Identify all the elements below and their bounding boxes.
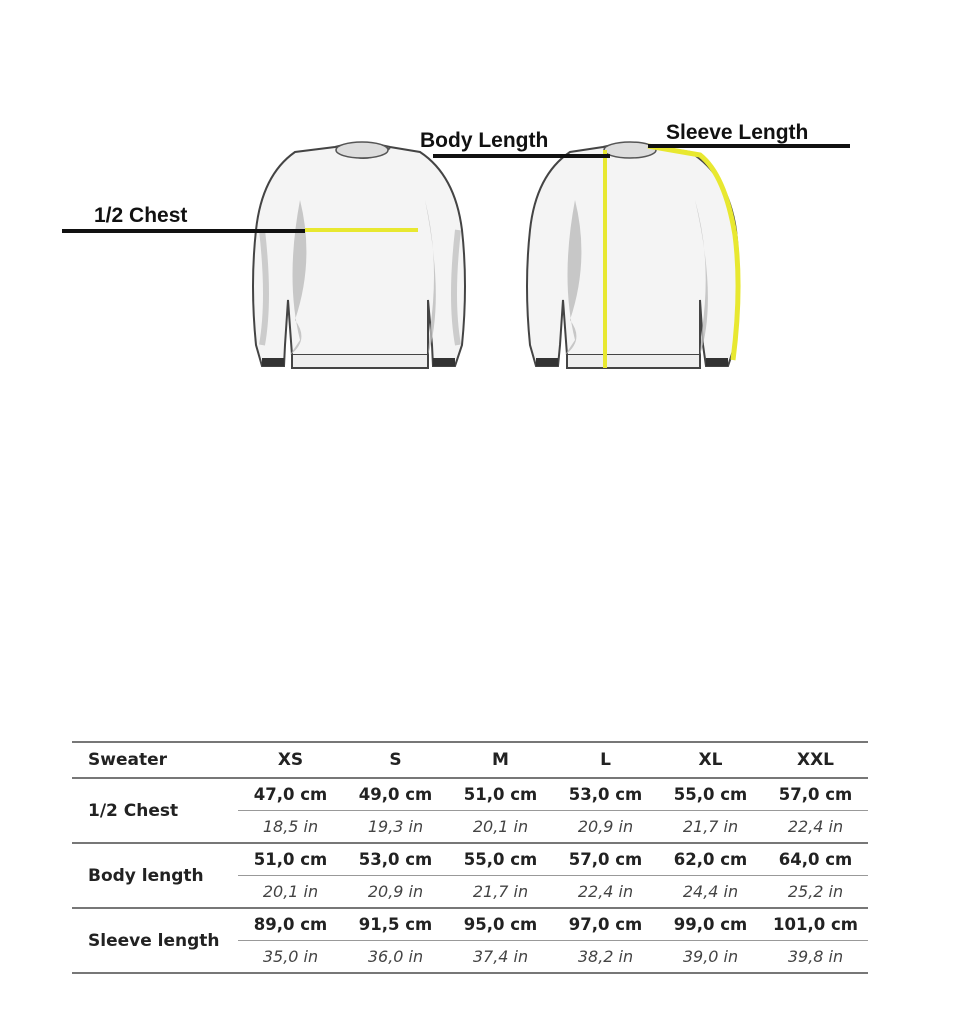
body-in-xxl: 25,2 in (763, 876, 868, 909)
header-size-xxl: XXL (763, 742, 868, 778)
chest-cm-xxl: 57,0 cm (763, 778, 868, 811)
table-row-sleeve-cm (72, 908, 868, 941)
header-size-m: M (448, 742, 553, 778)
sweater-back-icon (527, 142, 739, 368)
table-header-row (72, 742, 868, 778)
body-in-xs: 20,1 in (238, 876, 343, 909)
sleeve-in-l: 38,2 in (553, 941, 658, 974)
chest-cm-m: 51,0 cm (448, 778, 553, 811)
half-chest-label: 1/2 Chest (94, 204, 188, 227)
sleeve-cm-xxl: 101,0 cm (763, 908, 868, 941)
chest-cm-l: 53,0 cm (553, 778, 658, 811)
sleeve-length-label: Sleeve Length (666, 121, 809, 144)
chest-cm-xl: 55,0 cm (658, 778, 763, 811)
sleeve-cm-l: 97,0 cm (553, 908, 658, 941)
body-length-label: Body Length (420, 129, 549, 152)
body-cm-xl: 62,0 cm (658, 843, 763, 876)
body-in-s: 20,9 in (343, 876, 448, 909)
body-in-xl: 24,4 in (658, 876, 763, 909)
row-label-chest: 1/2 Chest (72, 778, 238, 843)
sleeve-cm-xl: 99,0 cm (658, 908, 763, 941)
chest-cm-xs: 47,0 cm (238, 778, 343, 811)
chest-in-xxl: 22,4 in (763, 811, 868, 844)
row-label-body-length: Body length (72, 843, 238, 908)
sleeve-cm-s: 91,5 cm (343, 908, 448, 941)
sleeve-in-xxl: 39,8 in (763, 941, 868, 974)
header-size-xl: XL (658, 742, 763, 778)
header-sweater: Sweater (72, 742, 238, 778)
header-size-s: S (343, 742, 448, 778)
header-size-l: L (553, 742, 658, 778)
chest-in-s: 19,3 in (343, 811, 448, 844)
chest-in-xl: 21,7 in (658, 811, 763, 844)
chest-in-l: 20,9 in (553, 811, 658, 844)
body-cm-xxl: 64,0 cm (763, 843, 868, 876)
size-chart-table (72, 741, 868, 974)
body-in-m: 21,7 in (448, 876, 553, 909)
table-row-chest-cm (72, 778, 868, 811)
sleeve-cm-m: 95,0 cm (448, 908, 553, 941)
header-size-xs: XS (238, 742, 343, 778)
chest-in-m: 20,1 in (448, 811, 553, 844)
body-in-l: 22,4 in (553, 876, 658, 909)
sleeve-in-xs: 35,0 in (238, 941, 343, 974)
sleeve-in-s: 36,0 in (343, 941, 448, 974)
chest-in-xs: 18,5 in (238, 811, 343, 844)
table-row-body-cm (72, 843, 868, 876)
body-cm-l: 57,0 cm (553, 843, 658, 876)
body-cm-m: 55,0 cm (448, 843, 553, 876)
body-cm-s: 53,0 cm (343, 843, 448, 876)
row-label-sleeve-length: Sleeve length (72, 908, 238, 973)
body-cm-xs: 51,0 cm (238, 843, 343, 876)
sleeve-in-m: 37,4 in (448, 941, 553, 974)
sleeve-in-xl: 39,0 in (658, 941, 763, 974)
sweater-front-icon (253, 142, 465, 368)
chest-cm-s: 49,0 cm (343, 778, 448, 811)
sleeve-cm-xs: 89,0 cm (238, 908, 343, 941)
